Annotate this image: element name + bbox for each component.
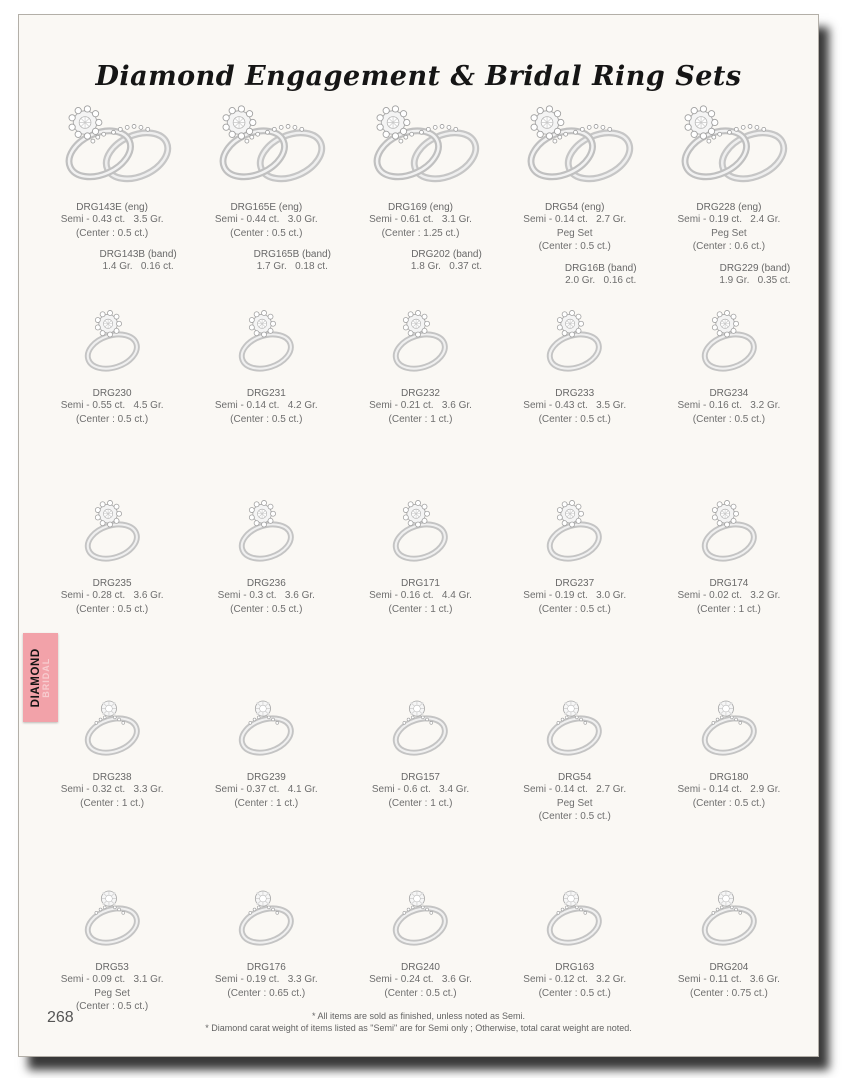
ring-photo: [498, 685, 652, 765]
footnote-carat-weight: * Diamond carat weight of items listed as "Semi" are for Semi only ; Otherwise, total carat weight are noted.: [205, 1023, 632, 1033]
ring-illustration: [683, 685, 776, 765]
ring-illustration: [374, 685, 467, 765]
ring-illustration: [66, 491, 159, 571]
ring-item: [343, 301, 497, 426]
ring-code: DRG53: [95, 962, 129, 973]
ring-detail: (Center : 1 ct.): [234, 797, 299, 809]
ring-detail: Peg Set: [556, 797, 593, 809]
band-code: DRG16B (band): [564, 262, 637, 274]
ring-item: [652, 875, 806, 1014]
ring-detail: (Center : 1 ct.): [388, 797, 453, 809]
ring-illustration: [374, 491, 467, 571]
ring-detail: (Center : 0.5 ct.): [538, 241, 611, 252]
ring-code: DRG204: [709, 962, 749, 973]
ring-detail: Semi - 0.16 ct. 3.2 Gr.: [677, 400, 781, 411]
section-tab-sublabel: BRIDAL: [40, 657, 51, 698]
band-code: DRG165B (band): [253, 249, 331, 260]
ring-photo: [652, 301, 806, 381]
ring-detail: Semi - 0.19 ct. 3.3 Gr.: [214, 974, 318, 985]
ring-detail: Semi - 0.14 ct. 2.7 Gr.: [523, 784, 627, 795]
ring-illustration: [374, 875, 467, 955]
ring-photo: [35, 97, 189, 195]
ring-code: DRG163: [555, 962, 595, 973]
ring-code: DRG54 (eng): [544, 202, 605, 213]
ring-code: DRG233: [555, 388, 595, 399]
ring-code: DRG54: [558, 772, 592, 783]
ring-photo: [343, 685, 497, 765]
ring-illustration: [528, 301, 621, 381]
ring-photo: [498, 875, 652, 955]
ring-item: [652, 97, 806, 287]
ring-grid-row: [35, 685, 806, 824]
ring-code: DRG240: [401, 962, 440, 973]
ring-grid-row: [35, 97, 806, 287]
ring-code: DRG174: [709, 578, 749, 589]
ring-detail: Semi - 0.28 ct. 3.6 Gr.: [60, 590, 164, 601]
ring-detail: (Center : 0.5 ct.): [75, 603, 149, 615]
ring-detail: Peg Set: [94, 987, 130, 999]
ring-detail: (Center : 0.5 ct.): [538, 811, 611, 822]
page-number: 268: [47, 1009, 74, 1026]
ring-detail: Peg Set: [711, 227, 747, 239]
ring-set-illustration: [655, 97, 802, 195]
ring-photo: [35, 685, 189, 765]
band-detail: 1.7 Gr. 0.18 ct.: [256, 261, 328, 272]
band-info: [215, 249, 369, 274]
ring-detail: Semi - 0.12 ct. 3.2 Gr.: [523, 974, 627, 985]
footnote-sold-as-finished: * All items are sold as finished, unless noted as Semi.: [311, 1011, 526, 1021]
section-tab-labels: [30, 648, 52, 707]
catalog-page: [18, 14, 819, 1057]
ring-item: [189, 491, 343, 616]
ring-item: [189, 301, 343, 426]
ring-detail: (Center : 0.5 ct.): [538, 603, 611, 615]
ring-item: [498, 491, 652, 616]
ring-detail: (Center : 0.5 ct.): [230, 413, 303, 425]
ring-detail: Semi - 0.43 ct. 3.5 Gr.: [60, 214, 164, 225]
ring-item: [343, 875, 497, 1014]
ring-detail: (Center : 1 ct.): [696, 603, 761, 615]
ring-detail: Semi - 0.24 ct. 3.6 Gr.: [369, 974, 472, 985]
ring-photo: [652, 97, 806, 195]
ring-item: [498, 685, 652, 824]
section-tab-label: DIAMOND: [29, 647, 42, 708]
ring-photo: [343, 301, 497, 381]
ring-detail: Semi - 0.16 ct. 4.4 Gr.: [369, 590, 472, 601]
ring-detail: Semi - 0.61 ct. 3.1 Gr.: [369, 214, 472, 225]
ring-detail: (Center : 1 ct.): [388, 413, 453, 425]
ring-illustration: [528, 685, 621, 765]
ring-code: DRG235: [92, 578, 132, 589]
ring-detail: (Center : 0.75 ct.): [690, 987, 768, 999]
ring-code: DRG228 (eng): [696, 202, 762, 213]
ring-item: [189, 685, 343, 824]
band-info: [524, 263, 678, 288]
ring-detail: (Center : 0.65 ct.): [227, 987, 306, 999]
section-tab-diamond: [23, 633, 58, 722]
ring-photo: [498, 97, 652, 195]
ring-set-illustration: [193, 97, 340, 195]
ring-detail: (Center : 0.5 ct.): [230, 603, 303, 615]
ring-detail: (Center : 0.6 ct.): [692, 241, 766, 252]
ring-illustration: [683, 491, 776, 571]
ring-photo: [189, 875, 343, 955]
ring-detail: Semi - 0.19 ct. 3.0 Gr.: [523, 590, 627, 601]
ring-photo: [343, 491, 497, 571]
ring-code: DRG237: [555, 578, 595, 589]
ring-item: [35, 301, 189, 426]
ring-set-illustration: [501, 97, 648, 195]
ring-detail: Semi - 0.43 ct. 3.5 Gr.: [523, 400, 627, 411]
ring-set-illustration: [39, 97, 186, 195]
ring-illustration: [528, 491, 621, 571]
ring-photo: [189, 685, 343, 765]
ring-item: [498, 301, 652, 426]
ring-detail: Peg Set: [556, 227, 593, 239]
ring-detail: (Center : 0.5 ct.): [538, 413, 611, 425]
ring-detail: (Center : 1.25 ct.): [381, 227, 460, 239]
ring-set-illustration: [347, 97, 494, 195]
page-title: Diamond Engagement & Bridal Ring Sets: [95, 61, 742, 92]
ring-photo: [498, 491, 652, 571]
ring-detail: Semi - 0.11 ct. 3.6 Gr.: [677, 974, 780, 985]
ring-detail: Semi - 0.14 ct. 2.9 Gr.: [677, 784, 781, 795]
ring-grid-row: [35, 301, 806, 426]
ring-item: [652, 301, 806, 426]
ring-detail: Semi - 0.6 ct. 3.4 Gr.: [371, 784, 470, 795]
ring-detail: Semi - 0.37 ct. 4.1 Gr.: [214, 784, 318, 795]
ring-item: [343, 685, 497, 824]
ring-illustration: [220, 301, 313, 381]
ring-illustration: [528, 875, 621, 955]
ring-detail: Semi - 0.14 ct. 2.7 Gr.: [523, 214, 627, 225]
ring-photo: [35, 301, 189, 381]
ring-code: DRG143E (eng): [76, 202, 148, 213]
ring-photo: [652, 491, 806, 571]
ring-detail: (Center : 0.5 ct.): [75, 1001, 149, 1012]
ring-photo: [498, 301, 652, 381]
ring-photo: [652, 685, 806, 765]
ring-detail: (Center : 0.5 ct.): [692, 413, 766, 425]
band-code: DRG143B (band): [99, 249, 177, 260]
ring-illustration: [220, 685, 313, 765]
ring-detail: (Center : 0.5 ct.): [75, 413, 149, 425]
ring-item: [35, 491, 189, 616]
ring-photo: [35, 491, 189, 571]
ring-code: DRG157: [401, 772, 440, 783]
ring-photo: [343, 875, 497, 955]
ring-detail: Semi - 0.14 ct. 4.2 Gr.: [214, 400, 318, 411]
ring-detail: (Center : 0.5 ct.): [692, 797, 766, 809]
ring-code: DRG236: [246, 578, 286, 589]
ring-code: DRG231: [246, 388, 286, 399]
ring-illustration: [683, 301, 776, 381]
ring-detail: Semi - 0.21 ct. 3.6 Gr.: [369, 400, 472, 411]
ring-detail: (Center : 0.5 ct.): [384, 987, 457, 999]
ring-detail: Semi - 0.44 ct. 3.0 Gr.: [214, 214, 318, 225]
ring-item: [652, 685, 806, 824]
ring-code: DRG234: [709, 388, 749, 399]
ring-detail: Semi - 0.3 ct. 3.6 Gr.: [217, 590, 315, 601]
ring-illustration: [66, 685, 159, 765]
ring-code: DRG169 (eng): [387, 202, 454, 213]
ring-illustration: [66, 301, 159, 381]
ring-item: [35, 685, 189, 824]
ring-photo: [35, 875, 189, 955]
ring-detail: Semi - 0.09 ct. 3.1 Gr.: [60, 974, 164, 985]
ring-code: DRG239: [246, 772, 286, 783]
ring-illustration: [374, 301, 467, 381]
ring-code: DRG165E (eng): [230, 202, 303, 213]
ring-detail: Semi - 0.19 ct. 2.4 Gr.: [677, 214, 781, 225]
band-code: DRG229 (band): [719, 262, 791, 274]
ring-code: DRG230: [92, 388, 132, 399]
ring-detail: (Center : 1 ct.): [80, 797, 145, 809]
ring-grid-row: [35, 491, 806, 616]
ring-item: [343, 491, 497, 616]
band-detail: 1.9 Gr. 0.35 ct.: [719, 274, 791, 286]
ring-grid-row: [35, 875, 806, 1014]
ring-photo: [189, 97, 343, 195]
ring-photo: [343, 97, 497, 195]
ring-illustration: [220, 875, 313, 955]
ring-detail: Semi - 0.32 ct. 3.3 Gr.: [60, 784, 164, 795]
ring-illustration: [683, 875, 776, 955]
ring-item: [35, 97, 189, 287]
band-info: [678, 263, 832, 288]
ring-detail: (Center : 0.5 ct.): [75, 227, 149, 239]
ring-item: [498, 875, 652, 1014]
ring-code: DRG171: [401, 578, 440, 589]
ring-photo: [189, 491, 343, 571]
ring-photo: [652, 875, 806, 955]
ring-code: DRG180: [709, 772, 749, 783]
ring-code: DRG232: [401, 388, 440, 399]
band-info: [61, 249, 215, 274]
ring-illustration: [66, 875, 159, 955]
ring-illustration: [220, 491, 313, 571]
ring-detail: (Center : 0.5 ct.): [538, 987, 611, 999]
band-info: [369, 249, 523, 274]
ring-detail: Semi - 0.55 ct. 4.5 Gr.: [60, 400, 164, 411]
band-code: DRG202 (band): [411, 249, 482, 260]
band-detail: 2.0 Gr. 0.16 ct.: [565, 274, 637, 286]
ring-detail: (Center : 0.5 ct.): [230, 227, 303, 239]
ring-detail: Semi - 0.02 ct. 3.2 Gr.: [677, 590, 781, 601]
band-detail: 1.8 Gr. 0.37 ct.: [410, 261, 483, 272]
ring-photo: [189, 301, 343, 381]
ring-item: [189, 875, 343, 1014]
ring-item: [35, 875, 189, 1014]
band-detail: 1.4 Gr. 0.16 ct.: [102, 261, 174, 272]
ring-detail: (Center : 1 ct.): [388, 603, 453, 615]
ring-item: [652, 491, 806, 616]
ring-code: DRG238: [92, 772, 132, 783]
ring-code: DRG176: [246, 962, 286, 973]
